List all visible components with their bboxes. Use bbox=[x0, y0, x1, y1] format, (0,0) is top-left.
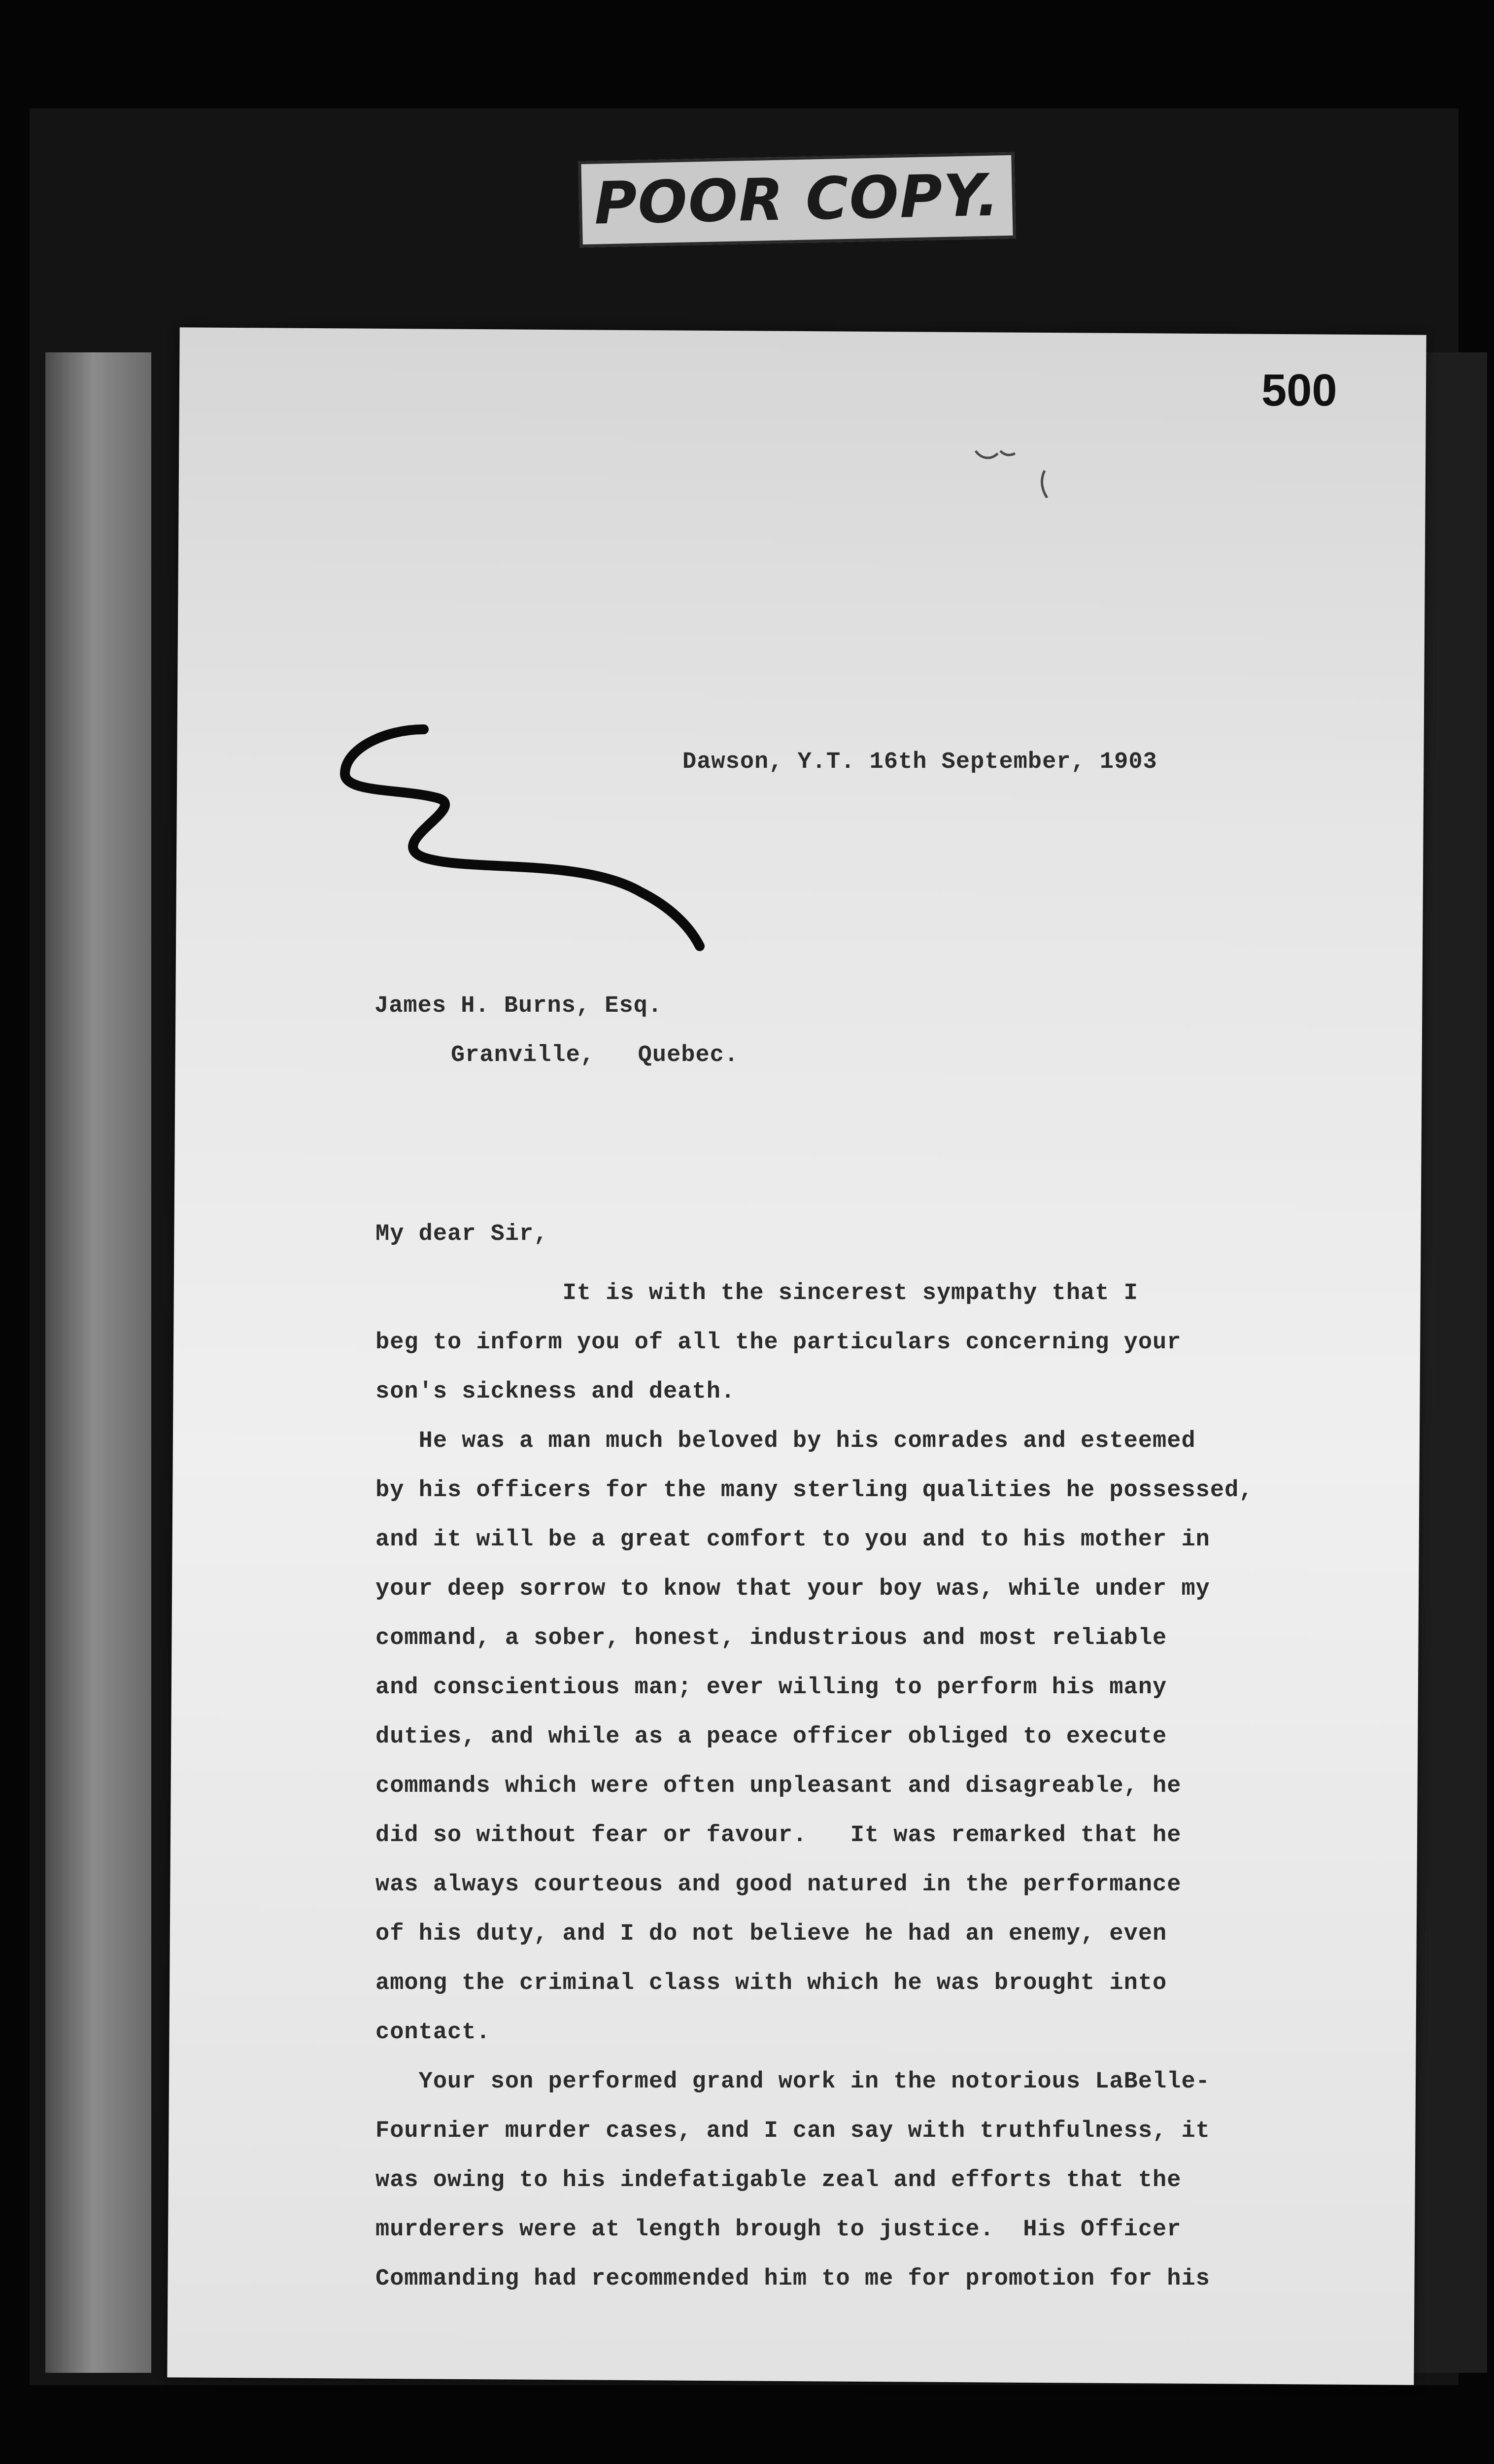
body-line: command, a sober, honest, industrious and most reliable bbox=[375, 1625, 1167, 1651]
body-line: Commanding had recommended him to me for promotion for his bbox=[375, 2266, 1210, 2292]
body-line: and it will be a great comfort to you and to his mother in bbox=[375, 1527, 1210, 1553]
body-line: contact. bbox=[375, 2019, 491, 2046]
body-line: and conscientious man; ever willing to perform his many bbox=[375, 1675, 1167, 1701]
body-line: among the criminal class with which he was brought into bbox=[375, 1970, 1167, 1996]
body-line: Your son performed grand work in the notorious LaBelle- bbox=[375, 2069, 1210, 2095]
addressee-name: James H. Burns, Esq. bbox=[374, 993, 663, 1019]
poor-copy-label: POOR COPY. bbox=[578, 152, 1016, 247]
letter-body bbox=[375, 1269, 1253, 2304]
page-number: 500 bbox=[1261, 365, 1337, 415]
letter-salutation: My dear Sir, bbox=[375, 1221, 548, 1247]
body-line: murderers were at length brough to justice. His Officer bbox=[375, 2217, 1182, 2243]
body-line: did so without fear or favour. It was remarked that he bbox=[375, 1822, 1182, 1848]
body-line: Fournier murder cases, and I can say with truthfulness, it bbox=[375, 2118, 1210, 2144]
adjacent-page-edge bbox=[45, 352, 151, 2373]
body-line: by his officers for the many sterling qualities he possessed, bbox=[375, 1477, 1254, 1504]
pencil-mark-icon bbox=[971, 436, 1069, 535]
body-line: duties, and while as a peace officer obliged to execute bbox=[375, 1724, 1167, 1750]
letter-date-line: Dawson, Y.T. 16th September, 1903 bbox=[682, 749, 1157, 775]
body-line: was owing to his indefatigable zeal and efforts that the bbox=[375, 2167, 1182, 2193]
body-line: beg to inform you of all the particulars concerning your bbox=[375, 1330, 1182, 1356]
addressee-place: Granville, Quebec. bbox=[451, 1042, 739, 1068]
body-line: He was a man much beloved by his comrades and esteemed bbox=[375, 1428, 1196, 1454]
body-line: commands which were often unpleasant and disagreable, he bbox=[375, 1773, 1182, 1799]
body-line: of his duty, and I do not believe he had an enemy, even bbox=[375, 1921, 1167, 1947]
body-line: your deep sorrow to know that your boy was, while under my bbox=[375, 1576, 1210, 1602]
body-line: It is with the sincerest sympathy that I bbox=[375, 1280, 1138, 1306]
body-line: son's sickness and death. bbox=[375, 1379, 736, 1405]
body-line: was always courteous and good natured in the performance bbox=[375, 1872, 1182, 1898]
